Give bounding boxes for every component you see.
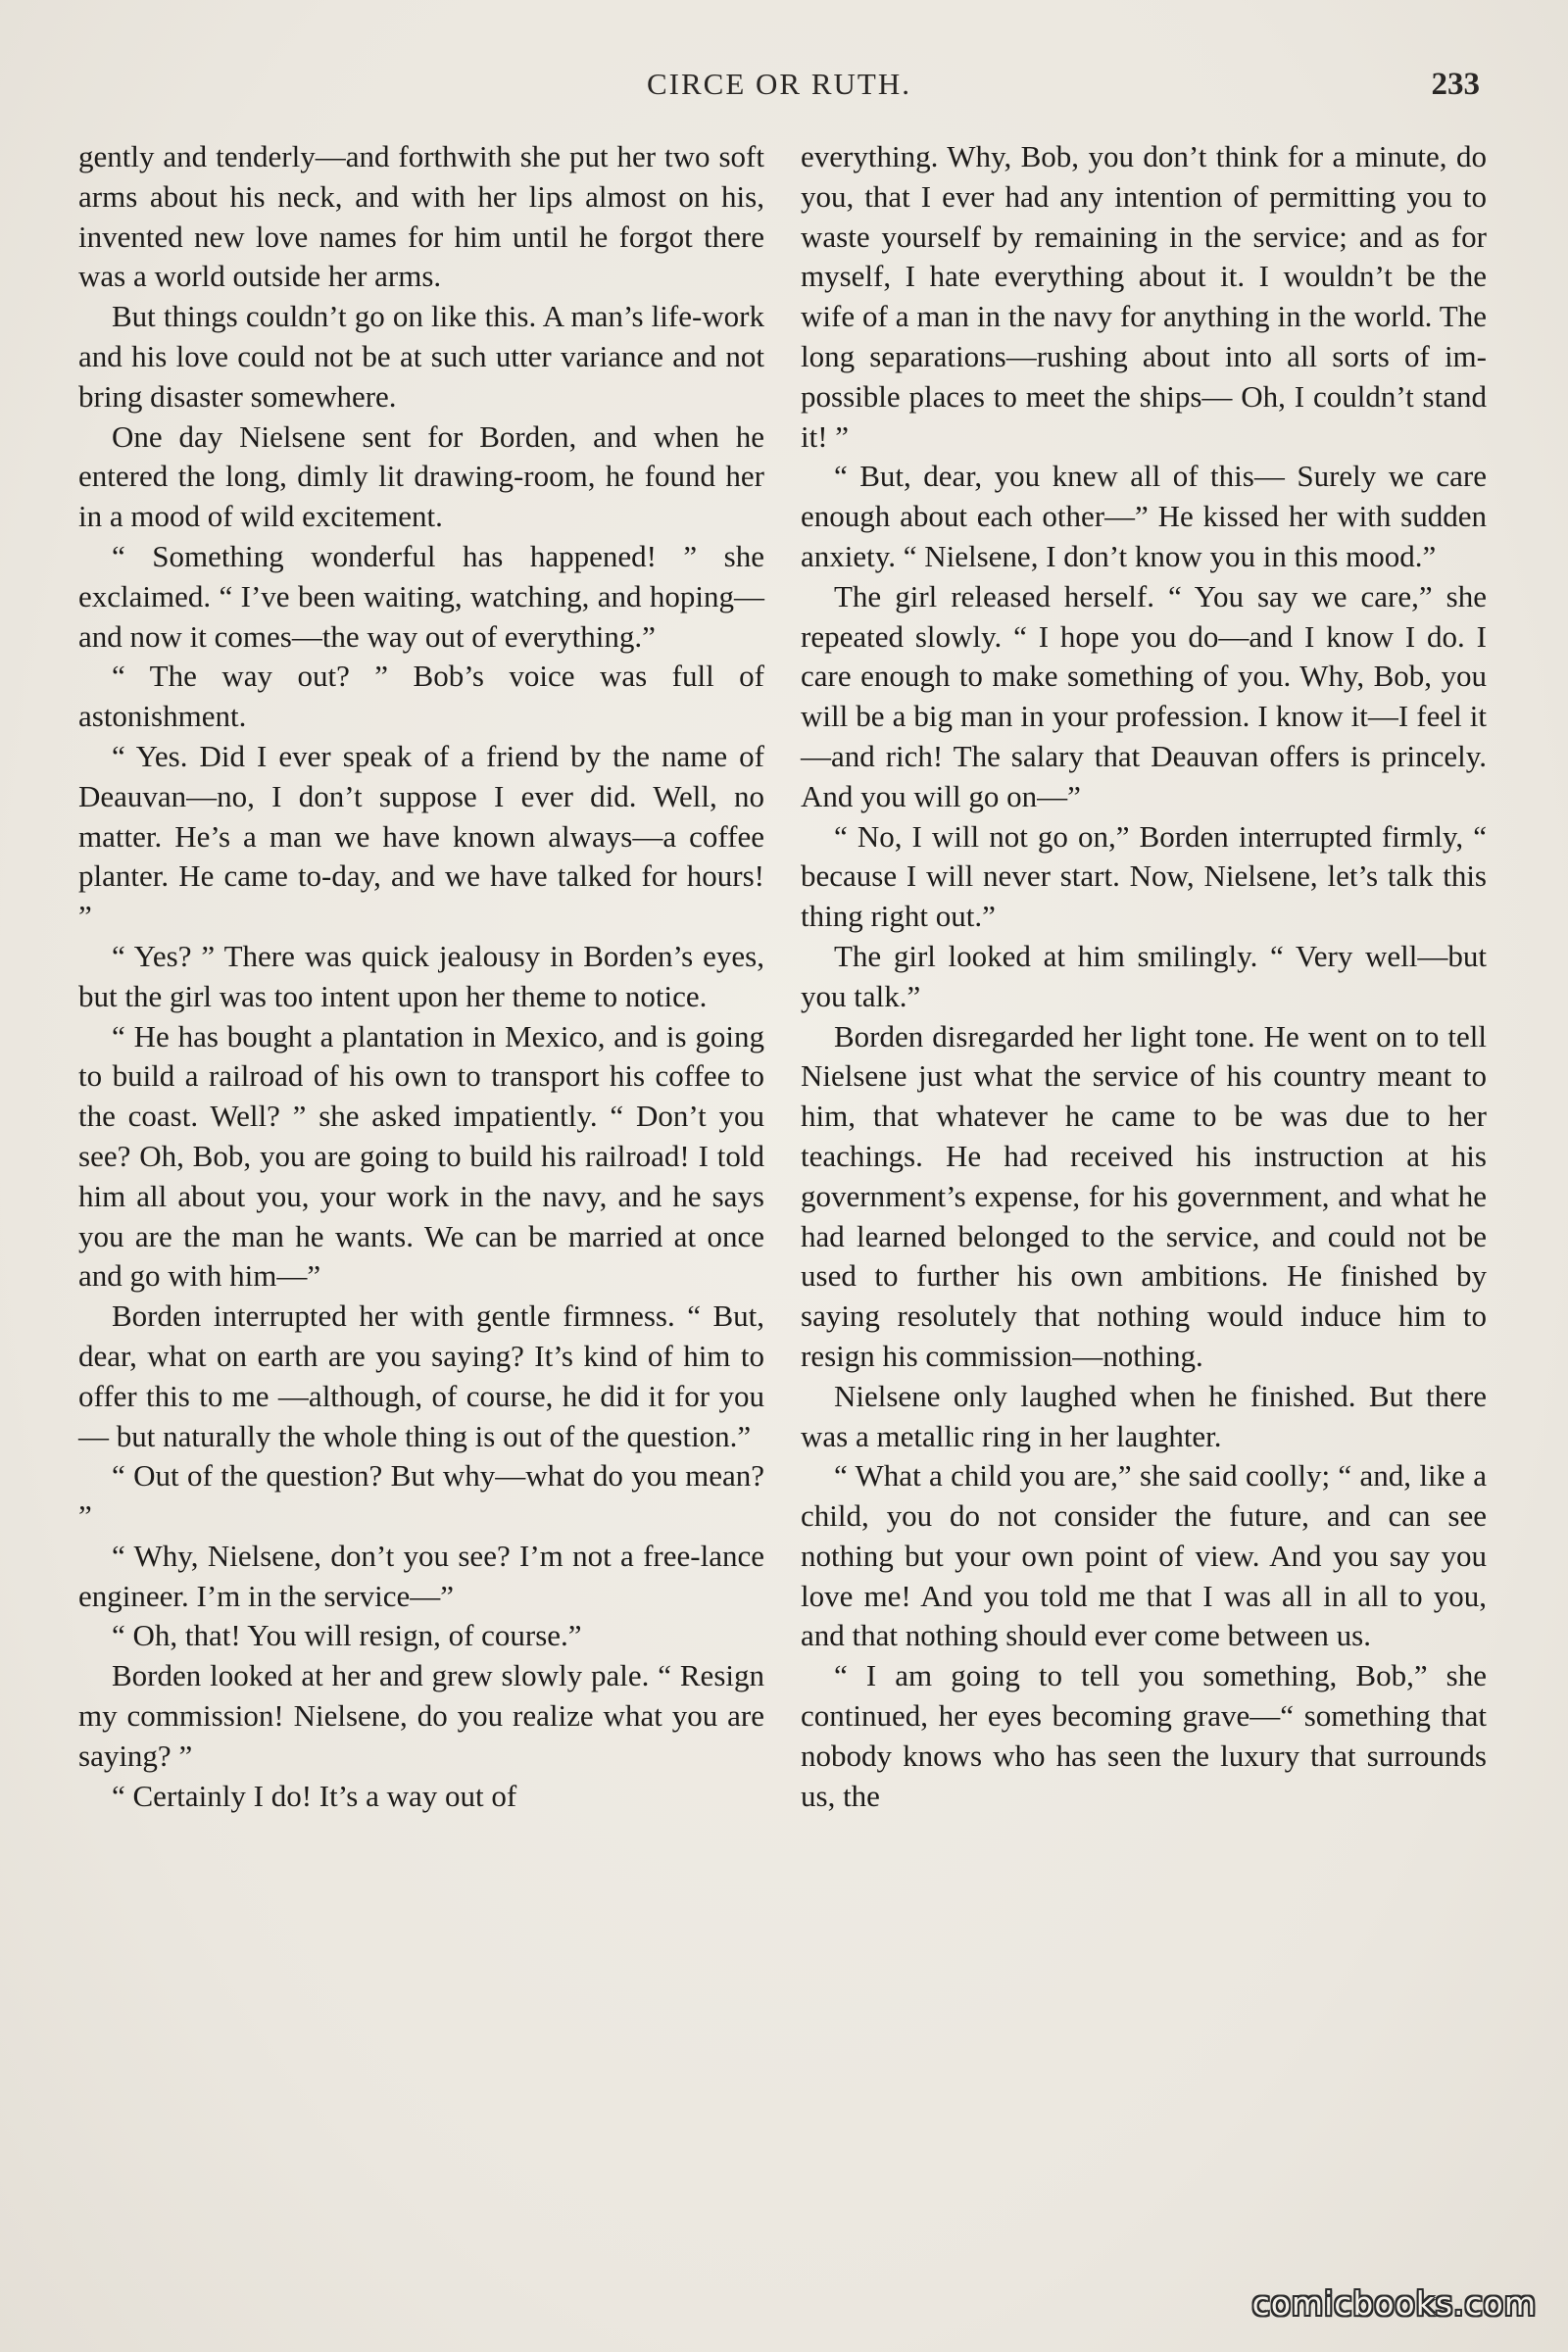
paragraph: “ He has bought a plantation in Mexico, and is going to build a railroad of his own to transport his coffee to the coast. Well? ” she asked impatiently. “ Don’t you see? Oh, Bob, you are going to build his railroad! I told him all about you, your work in the navy, and he says you are the man he wants. We can be married at once and go with him—” <box>78 1018 764 1294</box>
paragraph: “ But, dear, you knew all of this— Surely we care enough about each other—” He kissed her with sudden anxiety. “ Nielsene, I don’t know you in this mood.” <box>801 459 1487 573</box>
paragraph: Borden looked at her and grew slowly pale. “ Resign my commission! Nielsene, do you realize what you are saying? ” <box>78 1658 764 1773</box>
paragraph: But things couldn’t go on like this. A man’s life-work and his love could not be at such utter variance and not bring disaster somewhere. <box>78 299 764 414</box>
paragraph: “ I am going to tell you something, Bob,” she continued, her eyes becoming grave—“ something that nobody knows who has seen the luxury that surrounds us, the <box>801 1658 1487 1813</box>
paragraph: “ What a child you are,” she said coolly; “ and, like a child, you do not consider the future, and can see nothing but your own point of view. And you say you love me! And you told me that I was all in all to you, and that nothing should ever come between us. <box>801 1458 1487 1653</box>
running-title: CIRCE OR RUTH. <box>647 67 911 101</box>
paragraph: “ Yes. Did I ever speak of a friend by the name of Deauvan—no, I don’t suppose I ever did. Well, no matter. He’s a man we have known always—a coffee planter. He came to-day, and we have talked for hours! ” <box>78 738 764 934</box>
watermark: comicbooks.com <box>1251 2284 1537 2323</box>
paragraph: “ The way out? ” Bob’s voice was full of astonishment. <box>78 659 764 734</box>
paragraph: “ Certainly I do! It’s a way out of <box>112 1778 517 1813</box>
paragraph: “ Oh, that! You will resign, of course.” <box>112 1618 582 1653</box>
paragraph: One day Nielsene sent for Borden, and when he entered the long, dimly lit drawing-room, he found her in a mood of wild excitement. <box>78 418 764 534</box>
paragraph: The girl released herself. “ You say we care,” she repeated slowly. “ I hope you do—and I know I do. I care enough to make something of you. Why, Bob, you will be a big man in your profession. I know it—I feel it—and rich! The salary that Deauvan offers is princely. And you will go on—” <box>801 578 1487 813</box>
paragraph: Borden disregarded her light tone. He went on to tell Nielsene just what the service of his country meant to him, that whatever he came to be was due to her teachings. He had received his instruction at his government’s expense, for his government, and what he had learned belonged to the service, and could not be used to further his own ambitions. He finished by saying resolutely that nothing would induce him to resign his commission—nothing. <box>801 1018 1487 1373</box>
paragraph: “ No, I will not go on,” Borden interrupted firmly, “ because I will never start. Now, Nielsene, let’s talk this thing right out.” <box>801 818 1487 934</box>
paragraph: everything. Why, Bob, you don’t think for a minute, do you, that I ever had any intention of permitting you to waste yourself by remaining in the service; and as for myself, I hate everything about it. I wouldn’t be the wife of a man in the navy for anything in the world. The long separations—rushing about into all sorts of impossible places to meet the ships— Oh, I couldn’t stand it! ” <box>801 139 1487 454</box>
paragraph: “ Out of the question? But why—what do you mean? ” <box>78 1458 764 1534</box>
paragraph: Nielsene only laughed when he finished. But there was a metallic ring in her laughter. <box>801 1378 1487 1453</box>
paragraph: The girl looked at him smilingly. “ Very well—but you talk.” <box>801 938 1487 1013</box>
text-columns <box>78 137 1487 2244</box>
paragraph: Borden interrupted her with gentle firmness. “ But, dear, what on earth are you saying? It’s kind of him to offer this to me —although, of course, he did it for you— but naturally the whole thing is out of the question.” <box>78 1298 764 1453</box>
paragraph: gently and tenderly—and forthwith she put her two soft arms about his neck, and with her lips almost on his, invented new love names for him until he forgot there was a world outside her arms. <box>78 139 764 294</box>
page-number: 233 <box>1431 67 1480 102</box>
running-head <box>78 67 1480 110</box>
right-column <box>801 137 1487 1816</box>
paragraph: “ Something wonderful has happened! ” she exclaimed. “ I’ve been waiting, watching, and hoping—and now it comes—the way out of everything.” <box>78 538 764 654</box>
paragraph: “ Yes? ” There was quick jealousy in Borden’s eyes, but the girl was too intent upon her theme to notice. <box>78 938 764 1013</box>
paragraph: “ Why, Nielsene, don’t you see? I’m not a free-lance engineer. I’m in the service—” <box>78 1538 764 1613</box>
left-column <box>78 137 764 1816</box>
